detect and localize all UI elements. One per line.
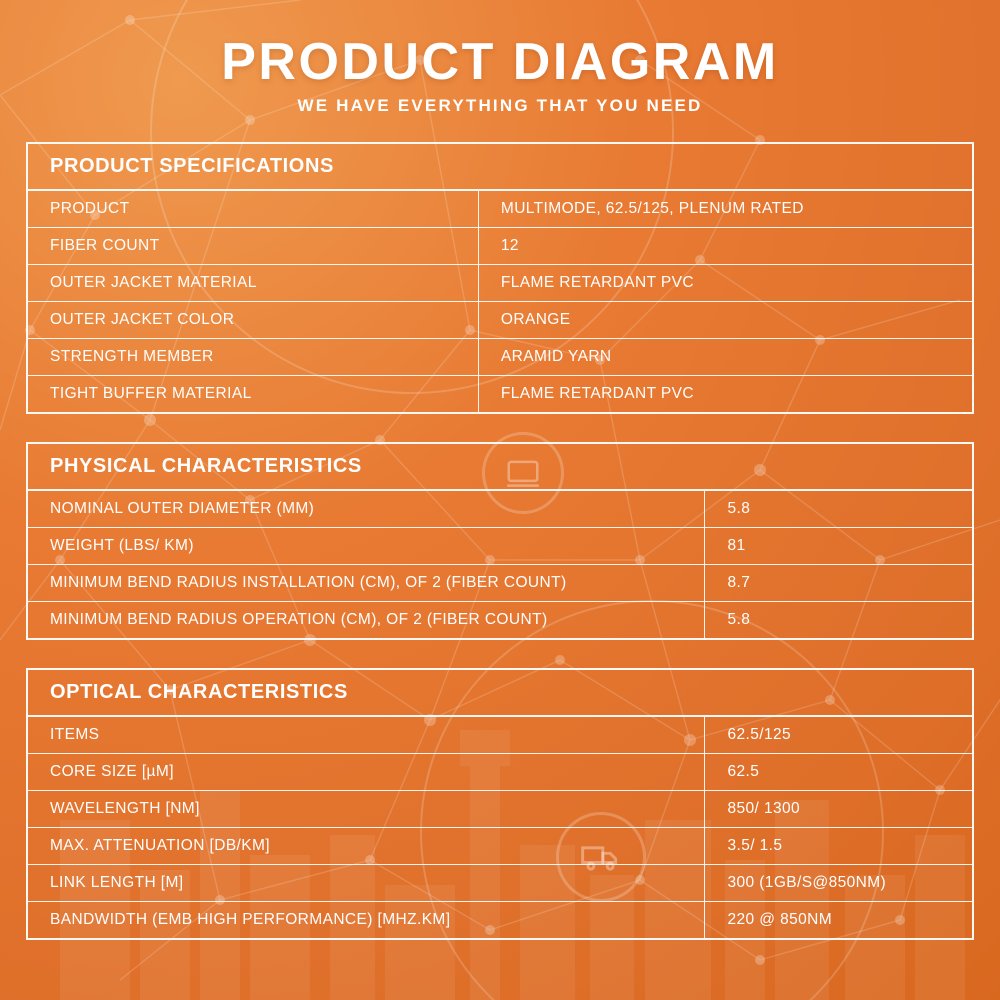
row-label: CORE SIZE [µM] <box>28 754 705 791</box>
row-label: WAVELENGTH [NM] <box>28 791 705 828</box>
panel-physical-characteristics <box>26 442 974 640</box>
row-label: STRENGTH MEMBER <box>28 339 478 376</box>
row-label: BANDWIDTH (EMB HIGH PERFORMANCE) [MHZ.KM] <box>28 902 705 939</box>
table-row <box>28 228 972 265</box>
row-value: 12 <box>478 228 972 265</box>
table-row <box>28 376 972 413</box>
table-row <box>28 791 972 828</box>
row-value: 62.5/125 <box>705 717 972 754</box>
table-row <box>28 754 972 791</box>
table-row <box>28 339 972 376</box>
table-row <box>28 602 972 639</box>
row-label: PRODUCT <box>28 191 478 228</box>
row-value: 5.8 <box>705 491 972 528</box>
panel-title-product-specifications: PRODUCT SPECIFICATIONS <box>28 144 972 191</box>
row-value: ARAMID YARN <box>478 339 972 376</box>
table-row <box>28 565 972 602</box>
panel-optical-characteristics <box>26 668 974 940</box>
panel-title-optical-characteristics: OPTICAL CHARACTERISTICS <box>28 670 972 717</box>
row-value: FLAME RETARDANT PVC <box>500 385 694 402</box>
table-optical-characteristics <box>28 717 972 938</box>
row-value: 81 <box>705 528 972 565</box>
row-label: MINIMUM BEND RADIUS INSTALLATION (CM), OF 2 (FIBER COUNT) <box>28 565 705 602</box>
table-row <box>28 302 972 339</box>
page-title: PRODUCT DIAGRAM <box>221 33 779 91</box>
row-value: 300 (1GB/S@850NM) <box>705 865 972 902</box>
row-label: FIBER COUNT <box>28 228 478 265</box>
row-value: 3.5/ 1.5 <box>705 828 972 865</box>
row-label: OUTER JACKET MATERIAL <box>28 265 478 302</box>
row-label: TIGHT BUFFER MATERIAL <box>28 376 478 413</box>
row-value: MULTIMODE, 62.5/125, PLENUM RATED <box>478 191 972 228</box>
row-value: 5.8 <box>727 611 751 628</box>
panel-product-specifications <box>26 142 974 414</box>
row-value: 850/ 1300 <box>705 791 972 828</box>
table-row <box>28 865 972 902</box>
row-label: MINIMUM BEND RADIUS OPERATION (CM), OF 2 (FIBER COUNT) <box>28 602 705 639</box>
row-label: ITEMS <box>28 717 705 754</box>
row-value: FLAME RETARDANT PVC <box>478 265 972 302</box>
table-row <box>28 491 972 528</box>
row-value: 62.5 <box>705 754 972 791</box>
table-row <box>28 717 972 754</box>
row-label: OUTER JACKET COLOR <box>28 302 478 339</box>
row-label: NOMINAL OUTER DIAMETER (MM) <box>28 491 705 528</box>
table-row <box>28 902 972 939</box>
row-label: LINK LENGTH [M] <box>28 865 705 902</box>
row-label: MAX. ATTENUATION [DB/KM] <box>28 828 705 865</box>
row-label: WEIGHT (LBS/ KM) <box>28 528 705 565</box>
page-subtitle: WE HAVE EVERYTHING THAT YOU NEED <box>297 96 703 115</box>
table-physical-characteristics <box>28 491 972 638</box>
table-product-specifications <box>28 191 972 412</box>
table-row <box>28 828 972 865</box>
row-value: 220 @ 850NM <box>727 911 833 928</box>
panel-title-physical-characteristics: PHYSICAL CHARACTERISTICS <box>28 444 972 491</box>
row-value: 8.7 <box>705 565 972 602</box>
row-value: ORANGE <box>478 302 972 339</box>
page-header <box>26 33 974 116</box>
table-row <box>28 528 972 565</box>
table-row <box>28 265 972 302</box>
table-row <box>28 191 972 228</box>
